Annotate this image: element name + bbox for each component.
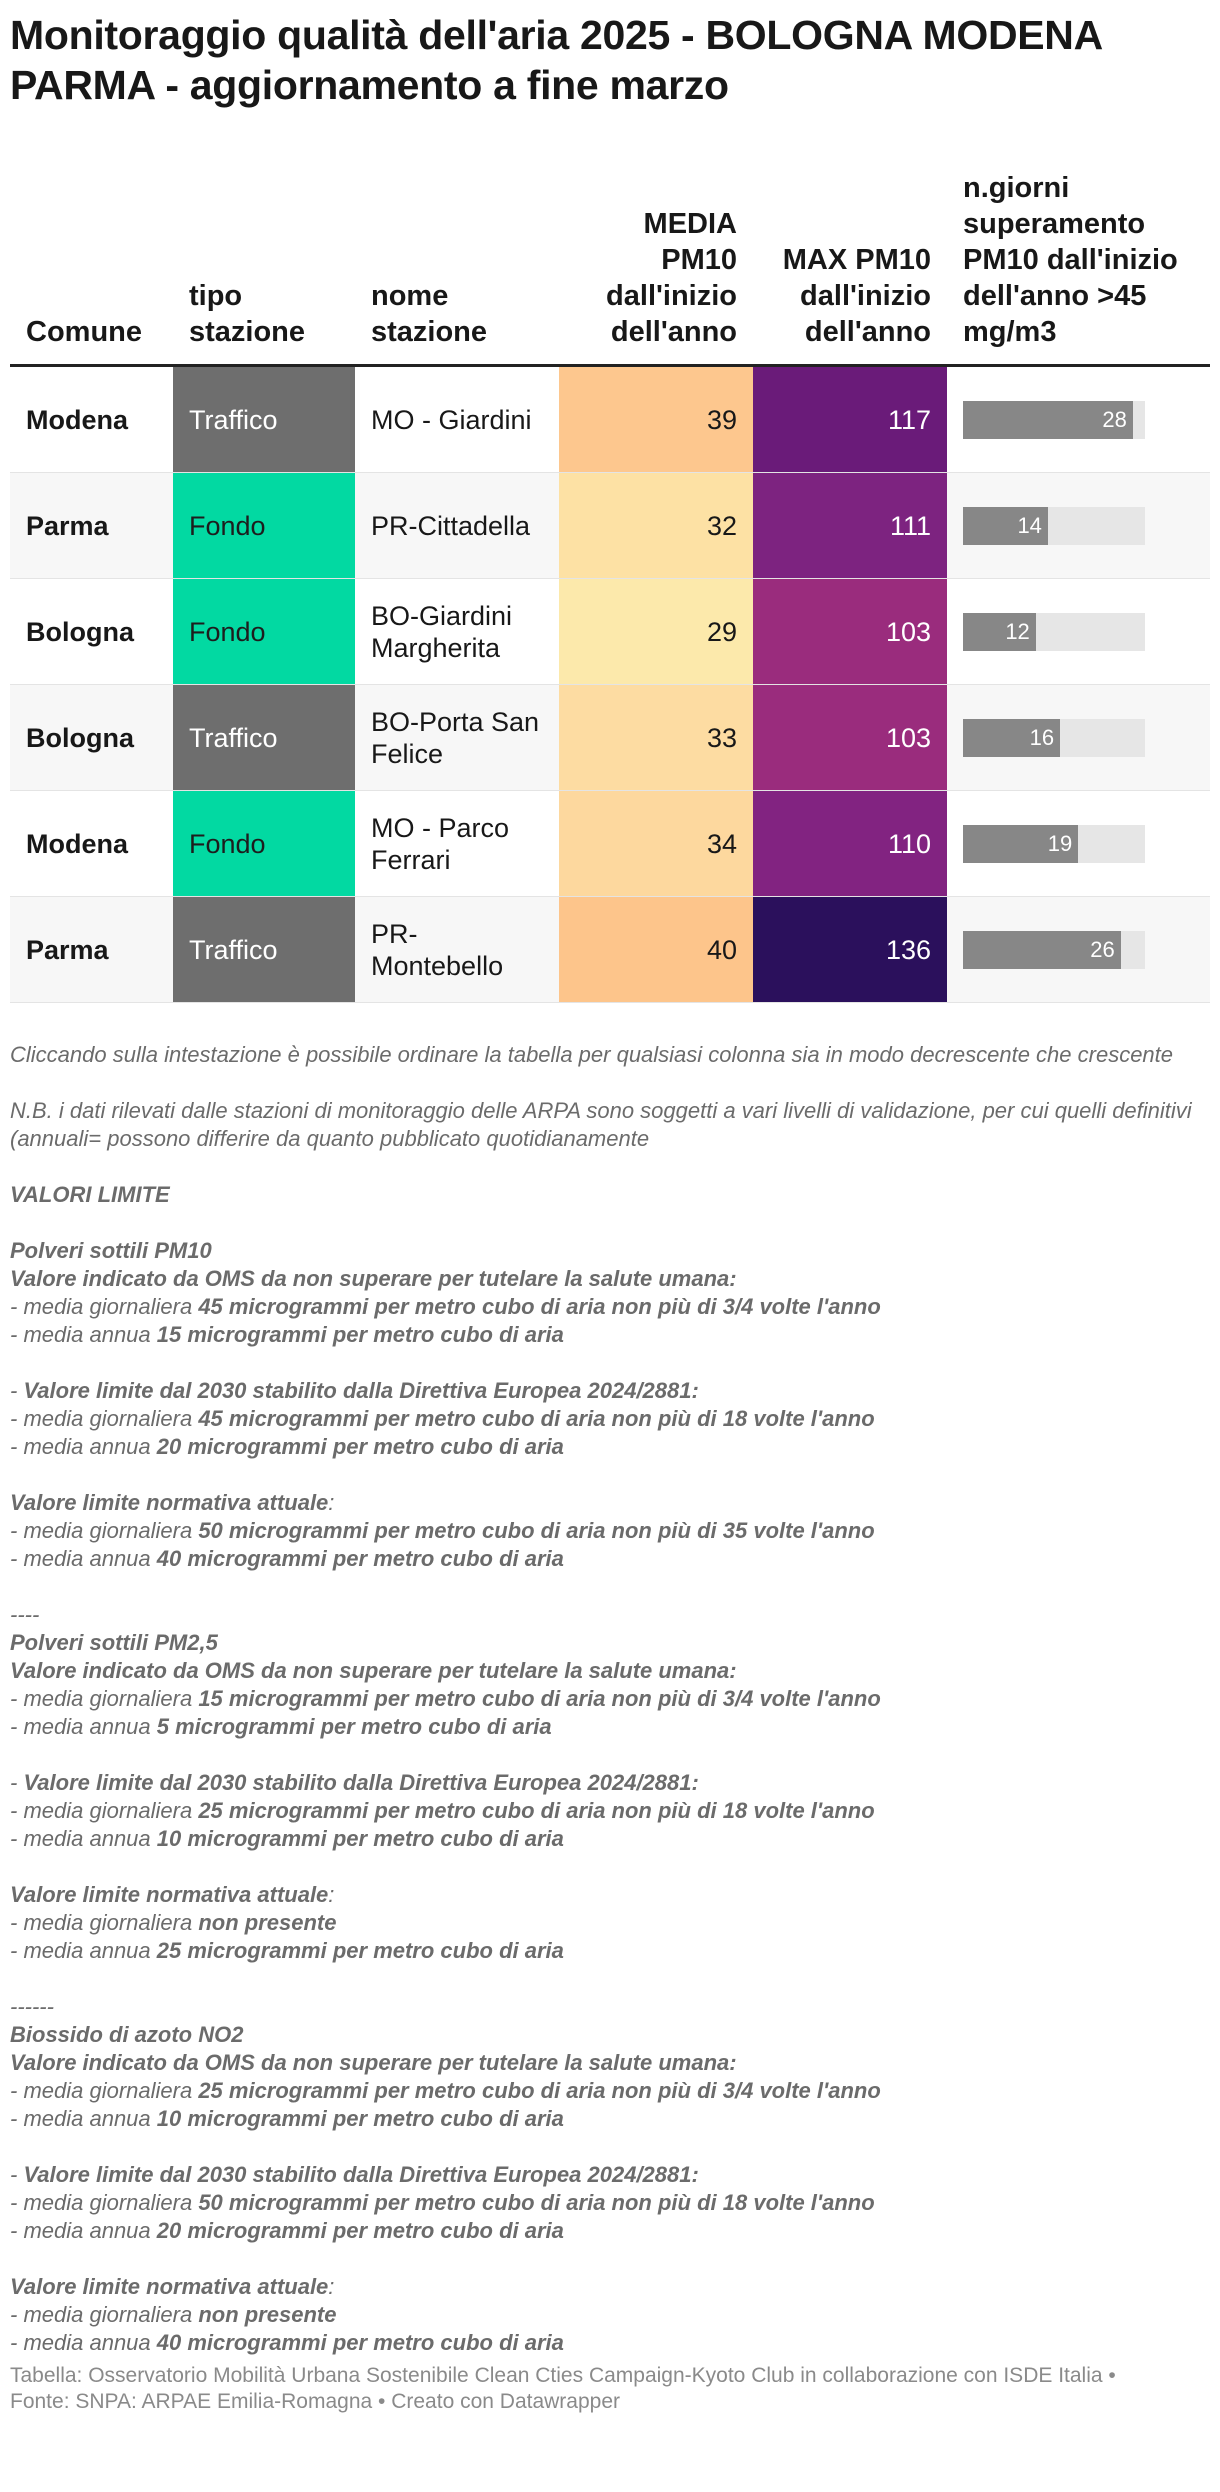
no2-eu-title: - Valore limite dal 2030 stabilito dalla Direttiva Europea 2024/2881: bbox=[10, 2162, 699, 2187]
cell-comune: Bologna bbox=[10, 579, 173, 685]
giorni-bar-label: 14 bbox=[1017, 512, 1042, 538]
cell-nome-stazione: PR-Montebello bbox=[355, 897, 559, 1003]
cell-tipo-stazione: Traffico bbox=[173, 685, 355, 791]
pm25-current-daily: - media giornaliera non presente bbox=[10, 1910, 337, 1935]
giorni-bar-label: 12 bbox=[1005, 618, 1030, 644]
giorni-bar-track bbox=[963, 507, 1145, 545]
cell-giorni-superamento bbox=[947, 579, 1210, 685]
cell-tipo-stazione: Fondo bbox=[173, 579, 355, 685]
footer bbox=[10, 2363, 1210, 2415]
table-row bbox=[10, 685, 1210, 791]
no2-oms-annual: - media annua 10 microgrammi per metro cubo di aria bbox=[10, 2106, 564, 2131]
giorni-bar-label: 16 bbox=[1029, 724, 1055, 750]
cell-comune: Parma bbox=[10, 897, 173, 1003]
pm25-heading: Polveri sottili PM2,5 bbox=[10, 1630, 218, 1655]
cell-giorni-superamento bbox=[947, 366, 1210, 473]
cell-max-pm10: 103 bbox=[753, 579, 947, 685]
giorni-bar-track bbox=[963, 931, 1145, 969]
cell-max-pm10: 136 bbox=[753, 897, 947, 1003]
no2-oms-daily: - media giornaliera 25 microgrammi per metro cubo di aria non più di 3/4 volte l'anno bbox=[10, 2078, 881, 2103]
giorni-bar-track bbox=[963, 825, 1145, 863]
cell-tipo-stazione: Traffico bbox=[173, 366, 355, 473]
no2-current-daily: - media giornaliera non presente bbox=[10, 2302, 337, 2327]
separator-2: ------ bbox=[10, 1994, 54, 2019]
cell-max-pm10: 117 bbox=[753, 366, 947, 473]
pm25-oms-annual: - media annua 5 microgrammi per metro cubo di aria bbox=[10, 1714, 552, 1739]
pm10-oms-annual: - media annua 15 microgrammi per metro cubo di aria bbox=[10, 1322, 564, 1347]
pm25-eu-title: - Valore limite dal 2030 stabilito dalla Direttiva Europea 2024/2881: bbox=[10, 1770, 699, 1795]
giorni-bar-label: 19 bbox=[1047, 830, 1073, 856]
table-header-row bbox=[10, 170, 1210, 366]
cell-media-pm10: 34 bbox=[559, 791, 753, 897]
cell-media-pm10: 33 bbox=[559, 685, 753, 791]
giorni-bar-fill bbox=[963, 507, 1048, 545]
giorni-bar-fill bbox=[963, 401, 1133, 439]
no2-heading: Biossido di azoto NO2 bbox=[10, 2022, 244, 2047]
pm10-heading: Polveri sottili PM10 bbox=[10, 1238, 212, 1263]
header-media-pm10[interactable]: MEDIA PM10 dall'inizio dell'anno bbox=[559, 170, 753, 366]
giorni-bar-label: 28 bbox=[1102, 406, 1127, 432]
cell-nome-stazione: PR-Cittadella bbox=[355, 473, 559, 579]
cell-media-pm10: 32 bbox=[559, 473, 753, 579]
cell-comune: Parma bbox=[10, 473, 173, 579]
giorni-bar-fill bbox=[963, 719, 1060, 757]
giorni-bar-fill bbox=[963, 613, 1036, 651]
pm10-eu-annual: - media annua 20 microgrammi per metro cubo di aria bbox=[10, 1434, 564, 1459]
nb-note: N.B. i dati rilevati dalle stazioni di monitoraggio delle ARPA sono soggetti a vari livelli di validazione, per cui quelli definitivi (annuali= possono differire da quanto pubblicato quotidianamente bbox=[10, 1098, 1192, 1151]
cell-nome-stazione: MO - Parco Ferrari bbox=[355, 791, 559, 897]
cell-max-pm10: 111 bbox=[753, 473, 947, 579]
cell-nome-stazione: BO-Porta San Felice bbox=[355, 685, 559, 791]
giorni-bar-track bbox=[963, 719, 1145, 757]
no2-current-annual: - media annua 40 microgrammi per metro cubo di aria bbox=[10, 2330, 564, 2355]
sort-hint: Cliccando sulla intestazione è possibile ordinare la tabella per qualsiasi colonna sia in modo decrescente che crescente bbox=[10, 1042, 1174, 1067]
cell-giorni-superamento bbox=[947, 473, 1210, 579]
page-title: Monitoraggio qualità dell'aria 2025 - BOLOGNA MODENA PARMA - aggiornamento a fine marzo bbox=[10, 12, 1102, 108]
no2-eu-daily: - media giornaliera 50 microgrammi per metro cubo di aria non più di 18 volte l'anno bbox=[10, 2190, 875, 2215]
header-max-pm10[interactable]: MAX PM10 dall'inizio dell'anno bbox=[753, 170, 947, 366]
header-giorni-superamento[interactable]: n.giorni superamento PM10 dall'inizio dell'anno >45 mg/m3 bbox=[947, 170, 1210, 366]
table-row bbox=[10, 366, 1210, 473]
no2-current-title: Valore limite normativa attuale: bbox=[10, 2274, 335, 2299]
cell-tipo-stazione: Traffico bbox=[173, 897, 355, 1003]
giorni-bar-fill bbox=[963, 931, 1121, 969]
pm10-oms-daily: - media giornaliera 45 microgrammi per metro cubo di aria non più di 3/4 volte l'anno bbox=[10, 1294, 881, 1319]
separator-1: ---- bbox=[10, 1602, 40, 1627]
cell-max-pm10: 103 bbox=[753, 685, 947, 791]
cell-comune: Bologna bbox=[10, 685, 173, 791]
no2-oms-title: Valore indicato da OMS da non superare per tutelare la salute umana: bbox=[10, 2050, 737, 2075]
header-tipo-stazione[interactable]: tipo stazione bbox=[173, 170, 355, 366]
pm10-oms-title: Valore indicato da OMS da non superare per tutelare la salute umana: bbox=[10, 1266, 737, 1291]
pm25-current-annual: - media annua 25 microgrammi per metro cubo di aria bbox=[10, 1938, 564, 1963]
cell-giorni-superamento bbox=[947, 791, 1210, 897]
cell-giorni-superamento bbox=[947, 897, 1210, 1003]
cell-media-pm10: 40 bbox=[559, 897, 753, 1003]
cell-tipo-stazione: Fondo bbox=[173, 791, 355, 897]
table-row bbox=[10, 473, 1210, 579]
cell-max-pm10: 110 bbox=[753, 791, 947, 897]
no2-eu-annual: - media annua 20 microgrammi per metro cubo di aria bbox=[10, 2218, 564, 2243]
pm10-current-annual: - media annua 40 microgrammi per metro cubo di aria bbox=[10, 1546, 564, 1571]
footer-credit-line: Fonte: SNPA: ARPAE Emilia-Romagna • Creato con Datawrapper bbox=[10, 2390, 621, 2413]
giorni-bar-track bbox=[963, 613, 1145, 651]
pm10-current-daily: - media giornaliera 50 microgrammi per metro cubo di aria non più di 35 volte l'anno bbox=[10, 1518, 875, 1543]
cell-media-pm10: 29 bbox=[559, 579, 753, 685]
notes bbox=[10, 1041, 1210, 2357]
cell-nome-stazione: BO-Giardini Margherita bbox=[355, 579, 559, 685]
pm10-current-title: Valore limite normativa attuale: bbox=[10, 1490, 335, 1515]
cell-tipo-stazione: Fondo bbox=[173, 473, 355, 579]
data-table bbox=[10, 170, 1210, 1003]
cell-media-pm10: 39 bbox=[559, 366, 753, 473]
table-row bbox=[10, 579, 1210, 685]
cell-comune: Modena bbox=[10, 366, 173, 473]
cell-giorni-superamento bbox=[947, 685, 1210, 791]
pm25-oms-title: Valore indicato da OMS da non superare per tutelare la salute umana: bbox=[10, 1658, 737, 1683]
giorni-bar-track bbox=[963, 401, 1145, 439]
footer-source-line: Tabella: Osservatorio Mobilità Urbana Sostenibile Clean Cties Campaign-Kyoto Club in collaborazione con ISDE Italia • bbox=[10, 2364, 1116, 2387]
pm10-eu-daily: - media giornaliera 45 microgrammi per metro cubo di aria non più di 18 volte l'anno bbox=[10, 1406, 875, 1431]
pm25-eu-daily: - media giornaliera 25 microgrammi per metro cubo di aria non più di 18 volte l'anno bbox=[10, 1798, 875, 1823]
pm10-eu-title: - Valore limite dal 2030 stabilito dalla Direttiva Europea 2024/2881: bbox=[10, 1378, 699, 1403]
giorni-bar-fill bbox=[963, 825, 1078, 863]
pm25-eu-annual: - media annua 10 microgrammi per metro cubo di aria bbox=[10, 1826, 564, 1851]
header-nome-stazione[interactable]: nome stazione bbox=[355, 170, 559, 366]
cell-comune: Modena bbox=[10, 791, 173, 897]
cell-nome-stazione: MO - Giardini bbox=[355, 366, 559, 473]
table-row bbox=[10, 897, 1210, 1003]
pm25-current-title: Valore limite normativa attuale: bbox=[10, 1882, 335, 1907]
table-row bbox=[10, 791, 1210, 897]
header-comune[interactable]: Comune bbox=[10, 170, 173, 366]
giorni-bar-label: 26 bbox=[1090, 936, 1115, 962]
valori-limite-heading: VALORI LIMITE bbox=[10, 1182, 170, 1207]
pm25-oms-daily: - media giornaliera 15 microgrammi per metro cubo di aria non più di 3/4 volte l'anno bbox=[10, 1686, 881, 1711]
